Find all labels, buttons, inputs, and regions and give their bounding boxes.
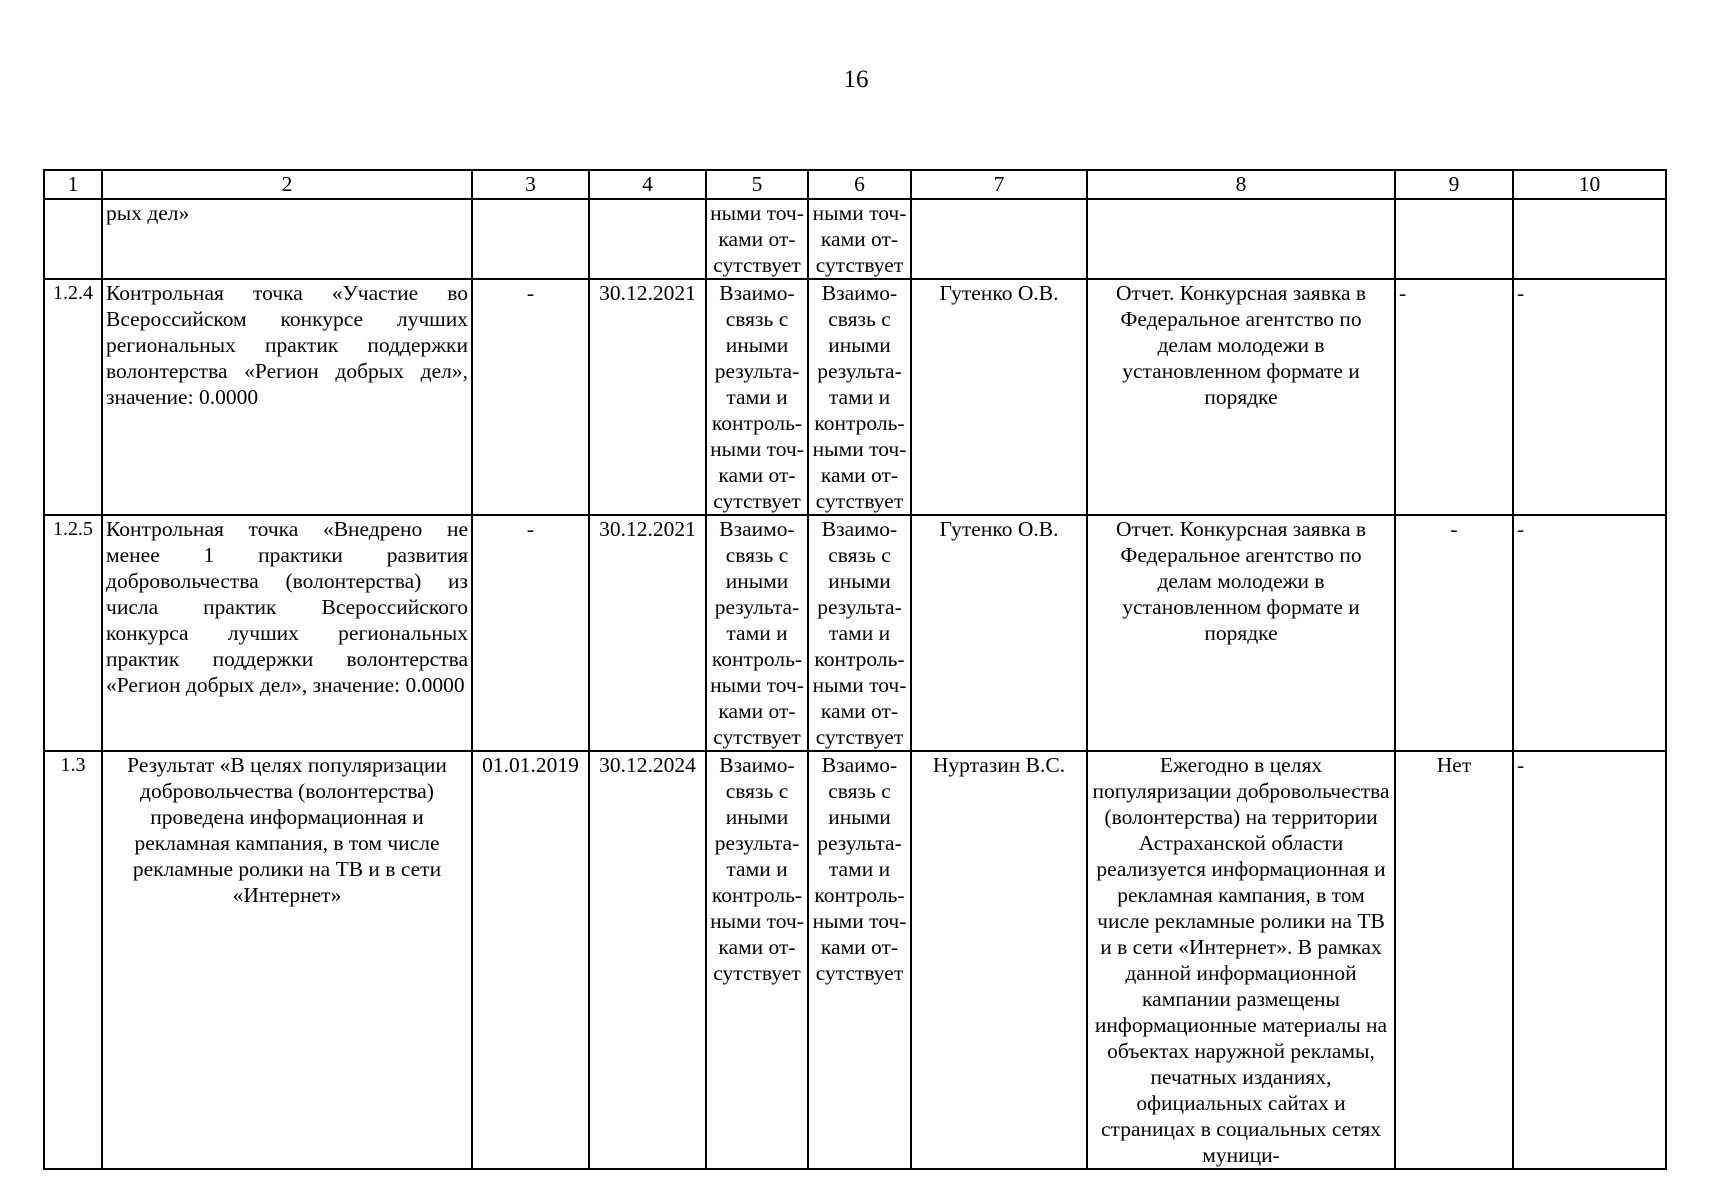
col10-value: - bbox=[1513, 279, 1666, 515]
cell-line: контроль- bbox=[711, 647, 803, 671]
table-row bbox=[44, 515, 1666, 751]
column-header: 10 bbox=[1513, 170, 1666, 199]
row-name: Контрольная точка «Внедрено не менее 1 практики развития добровольчества (волонтерства) из числа практик Всероссийского конкурса лучших региональных практик поддержки волонтерства «Регион добрых дел», значение: 0.0000 bbox=[102, 515, 472, 751]
row-name: Результат «В целях популяризации добровольчества (волонтерства) проведена информационная и рекламная кампания, в том числе рекламные ролики на ТВ и в сети «Интернет» bbox=[102, 751, 472, 1169]
table-row bbox=[44, 279, 1666, 515]
cell-line: связь с bbox=[828, 307, 891, 331]
responsible-person bbox=[911, 199, 1087, 279]
cell-line: ными точ- bbox=[812, 909, 907, 933]
cell-line: сутствует bbox=[815, 961, 904, 985]
cell-line: тами и bbox=[726, 385, 788, 409]
cell-line: Взаимо- bbox=[821, 281, 898, 305]
cell-line: иными bbox=[725, 333, 789, 357]
cell-line: Взаимо- bbox=[821, 753, 898, 777]
cell-line: контроль- bbox=[814, 647, 905, 671]
cell-line: результа- bbox=[714, 831, 800, 855]
cell-line: ными точ- bbox=[812, 437, 907, 461]
cell-line: Взаимо- bbox=[719, 281, 795, 305]
cell-line: тами и bbox=[726, 857, 788, 881]
cell-line: ками от- bbox=[820, 227, 899, 251]
description: Отчет. Конкурсная заявка в Федеральное агентство по делам молодежи в установленном формате и порядке bbox=[1087, 515, 1395, 751]
row-number: 1.3 bbox=[44, 751, 102, 1169]
cell-line: ными точ- bbox=[710, 673, 804, 697]
page-number: 16 bbox=[843, 66, 869, 93]
col10-value: - bbox=[1513, 515, 1666, 751]
cell-line: ками от- bbox=[820, 699, 899, 723]
row-number: 1.2.5 bbox=[44, 515, 102, 751]
cell-line: тами и bbox=[828, 385, 891, 409]
cell-line: связь с bbox=[725, 779, 789, 803]
cell-line: сутствует bbox=[713, 253, 801, 277]
cell-line: Взаимо- bbox=[821, 517, 898, 541]
column-header: 3 bbox=[472, 170, 589, 199]
cell-line: сутствует bbox=[815, 489, 904, 513]
cell-line: ными точ- bbox=[812, 201, 907, 225]
cell-line: тами и bbox=[828, 857, 891, 881]
cell-line: ками от- bbox=[820, 935, 899, 959]
cell-line: ками от- bbox=[718, 935, 796, 959]
cell-line: результа- bbox=[714, 359, 800, 383]
end-date: 30.12.2021 bbox=[589, 279, 706, 515]
column-header: 8 bbox=[1087, 170, 1395, 199]
link-col6 bbox=[808, 199, 911, 279]
description: Отчет. Конкурсная заявка в Федеральное агентство по делам молодежи в установленном формате и порядке bbox=[1087, 279, 1395, 515]
end-date: 30.12.2024 bbox=[589, 751, 706, 1169]
cell-line: Взаимо- bbox=[719, 753, 795, 777]
description bbox=[1087, 199, 1395, 279]
responsible-person: Гутенко О.В. bbox=[911, 279, 1087, 515]
link-col5 bbox=[706, 279, 808, 515]
column-header: 5 bbox=[706, 170, 808, 199]
cell-line: ками от- bbox=[820, 463, 899, 487]
cell-line: контроль- bbox=[814, 883, 905, 907]
link-col5 bbox=[706, 515, 808, 751]
cell-line: сутствует bbox=[815, 253, 904, 277]
row-name: рых дел» bbox=[102, 199, 472, 279]
start-date: - bbox=[472, 279, 589, 515]
cell-line: ками от- bbox=[718, 463, 796, 487]
column-header: 9 bbox=[1395, 170, 1513, 199]
column-header: 4 bbox=[589, 170, 706, 199]
start-date bbox=[472, 199, 589, 279]
cell-line: ными точ- bbox=[710, 201, 804, 225]
cell-line: Взаимо- bbox=[719, 517, 795, 541]
cell-line: ками от- bbox=[718, 699, 796, 723]
cell-line: иными bbox=[725, 805, 789, 829]
column-header: 1 bbox=[44, 170, 102, 199]
cell-line: результа- bbox=[817, 359, 902, 383]
column-header: 2 bbox=[102, 170, 472, 199]
cell-line: связь с bbox=[725, 307, 789, 331]
cell-line: ными точ- bbox=[710, 909, 804, 933]
col9-value: - bbox=[1395, 279, 1513, 515]
cell-line: связь с bbox=[725, 543, 789, 567]
table-header-row bbox=[44, 170, 1666, 199]
responsible-person: Гутенко О.В. bbox=[911, 515, 1087, 751]
col10-value bbox=[1513, 199, 1666, 279]
cell-line: связь с bbox=[828, 779, 891, 803]
col10-value: - bbox=[1513, 751, 1666, 1169]
cell-line: сутствует bbox=[815, 725, 904, 749]
row-number: 1.2.4 bbox=[44, 279, 102, 515]
table-row bbox=[44, 751, 1666, 1169]
cell-line: ными точ- bbox=[710, 437, 804, 461]
col9-value: - bbox=[1395, 515, 1513, 751]
cell-line: ками от- bbox=[718, 227, 796, 251]
cell-line: иными bbox=[725, 569, 789, 593]
cell-line: результа- bbox=[817, 831, 902, 855]
cell-line: сутствует bbox=[713, 725, 801, 749]
col9-value bbox=[1395, 199, 1513, 279]
col9-value: Нет bbox=[1395, 751, 1513, 1169]
column-header: 7 bbox=[911, 170, 1087, 199]
start-date: - bbox=[472, 515, 589, 751]
cell-line: тами и bbox=[726, 621, 788, 645]
cell-line: сутствует bbox=[713, 489, 801, 513]
cell-line: результа- bbox=[817, 595, 902, 619]
cell-line: контроль- bbox=[711, 883, 803, 907]
column-header: 6 bbox=[808, 170, 911, 199]
start-date: 01.01.2019 bbox=[472, 751, 589, 1169]
responsible-person: Нуртазин В.С. bbox=[911, 751, 1087, 1169]
link-col5 bbox=[706, 751, 808, 1169]
end-date: 30.12.2021 bbox=[589, 515, 706, 751]
cell-line: тами и bbox=[828, 621, 891, 645]
link-col6 bbox=[808, 751, 911, 1169]
link-col6 bbox=[808, 515, 911, 751]
link-col6 bbox=[808, 279, 911, 515]
cell-line: иными bbox=[828, 805, 891, 829]
cell-line: результа- bbox=[714, 595, 800, 619]
cell-line: сутствует bbox=[713, 961, 801, 985]
cell-line: контроль- bbox=[711, 411, 803, 435]
plan-table bbox=[43, 169, 1667, 1170]
end-date bbox=[589, 199, 706, 279]
cell-line: контроль- bbox=[814, 411, 905, 435]
cell-line: связь с bbox=[828, 543, 891, 567]
cell-line: иными bbox=[828, 333, 891, 357]
row-name: Контрольная точка «Участие во Всероссийском конкурсе лучших региональных практик поддержки волонтерства «Регион добрых дел», значение: 0.0000 bbox=[102, 279, 472, 515]
row-number bbox=[44, 199, 102, 279]
description: Ежегодно в целях популяризации добровольчества (волонтерства) на территории Астраханской области реализуется информационная и рекламная кампания, в том числе рекламные ролики на ТВ и в сети «Интернет». В рамках данной информационной кампании размещены информационные материалы на объектах наружной рекламы, печатных изданиях, официальных сайтах и страницах в социальных сетях муници- bbox=[1087, 751, 1395, 1169]
cell-line: иными bbox=[828, 569, 891, 593]
cell-line: ными точ- bbox=[812, 673, 907, 697]
link-col5 bbox=[706, 199, 808, 279]
table-row bbox=[44, 199, 1666, 279]
